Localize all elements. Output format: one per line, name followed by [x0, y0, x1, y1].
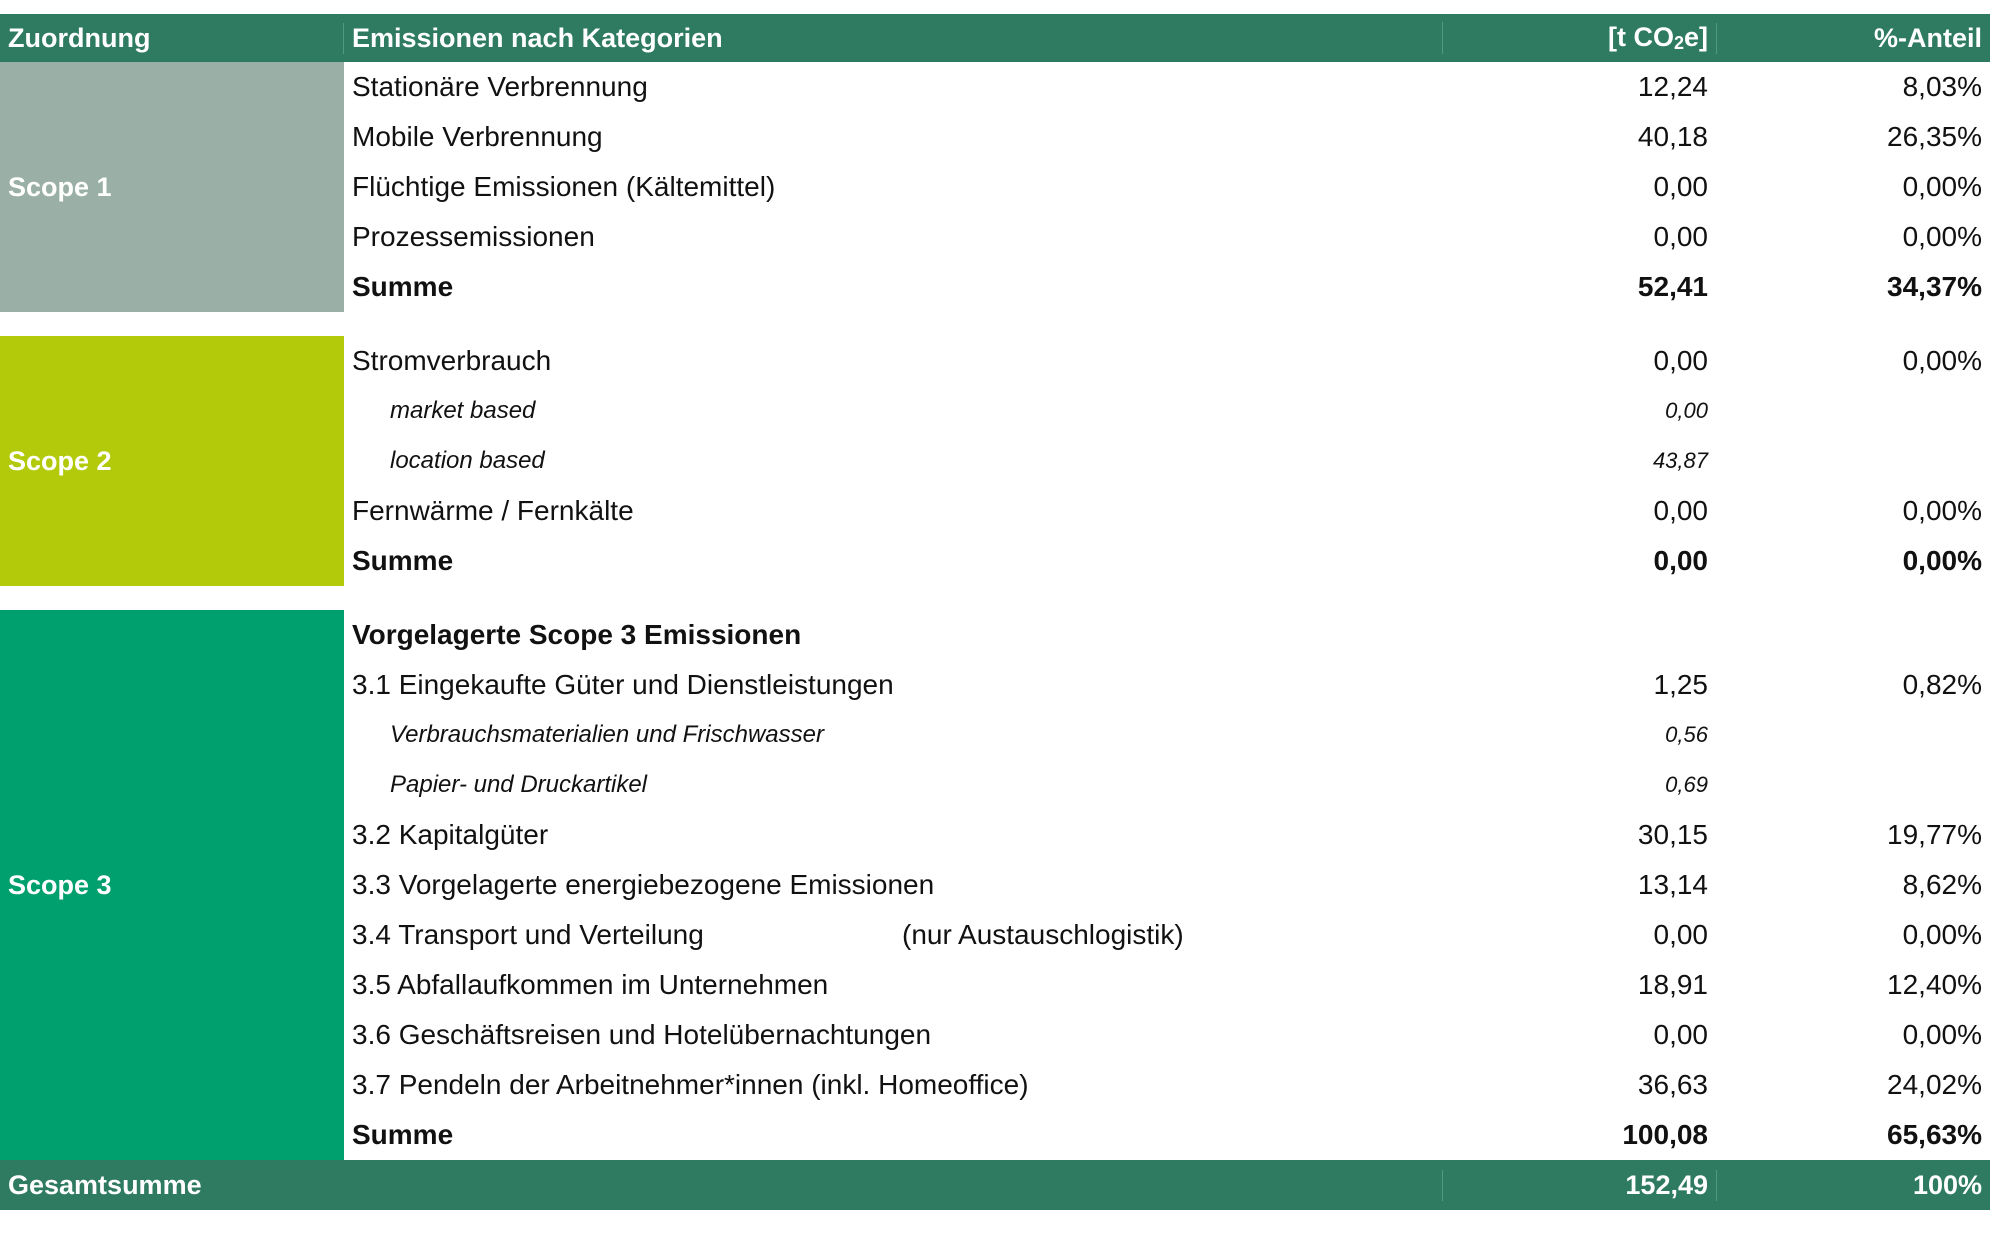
table-row: Mobile Verbrennung 40,18 26,35%	[352, 121, 1982, 152]
header-category: Emissionen nach Kategorien	[352, 22, 723, 53]
scope3-sum-row: Summe 100,08 65,63%	[352, 1119, 1982, 1150]
table-row: market based 0,00	[390, 397, 1708, 424]
table-row: 3.5 Abfallaufkommen im Unternehmen 18,91 12,40%	[352, 969, 1982, 1000]
table-row: 3.7 Pendeln der Arbeitnehmer*innen (inkl. Homeoffice) 36,63 24,02%	[352, 1069, 1982, 1100]
scope2-label: Scope 2	[0, 336, 344, 586]
header-unit: [t CO2e]	[1442, 22, 1716, 54]
table-row: Fernwärme / Fernkälte 0,00 0,00%	[352, 495, 1982, 526]
header-share: %-Anteil	[1716, 23, 1990, 54]
table-row: location based 43,87	[390, 447, 1708, 474]
scope3-group	[0, 610, 1990, 1160]
table-row: Flüchtige Emissionen (Kältemittel) 0,00 0,00%	[352, 171, 1982, 202]
table-row: Stromverbrauch 0,00 0,00%	[352, 345, 1982, 376]
table-header	[0, 14, 1990, 62]
scope3-label: Scope 3	[0, 610, 344, 1160]
table-row: Verbrauchsmaterialien und Frischwasser 0,56	[390, 721, 1708, 748]
scope2-sum-row: Summe 0,00 0,00%	[352, 545, 1982, 576]
table-row: 3.3 Vorgelagerte energiebezogene Emissionen 13,14 8,62%	[352, 869, 1982, 900]
total-label: Gesamtsumme	[8, 1169, 202, 1200]
emissions-table	[0, 14, 1990, 1210]
table-row: 3.6 Geschäftsreisen und Hotelübernachtungen 0,00 0,00%	[352, 1019, 1982, 1050]
total-value: 152,49	[1442, 1170, 1716, 1201]
table-row: 3.2 Kapitalgüter 30,15 19,77%	[352, 819, 1982, 850]
table-row: Prozessemissionen 0,00 0,00%	[352, 221, 1982, 252]
header-assignment: Zuordnung	[0, 23, 344, 54]
transport-note: (nur Austauschlogistik)	[902, 919, 1184, 950]
scope1-group	[0, 62, 1990, 312]
table-row: 3.4 Transport und Verteilung (nur Austauschlogistik) 0,00 0,00%	[352, 919, 1982, 950]
scope2-group	[0, 336, 1990, 586]
total-row	[0, 1160, 1990, 1210]
total-share: 100%	[1716, 1170, 1990, 1201]
scope3-heading: Vorgelagerte Scope 3 Emissionen	[352, 619, 802, 650]
table-row: 3.1 Eingekaufte Güter und Dienstleistungen 1,25 0,82%	[352, 669, 1982, 700]
scope1-sum-row: Summe 52,41 34,37%	[352, 271, 1982, 302]
table-row: Stationäre Verbrennung 12,24 8,03%	[352, 71, 1982, 102]
scope1-label: Scope 1	[0, 62, 344, 312]
table-row: Papier- und Druckartikel 0,69	[390, 771, 1708, 798]
